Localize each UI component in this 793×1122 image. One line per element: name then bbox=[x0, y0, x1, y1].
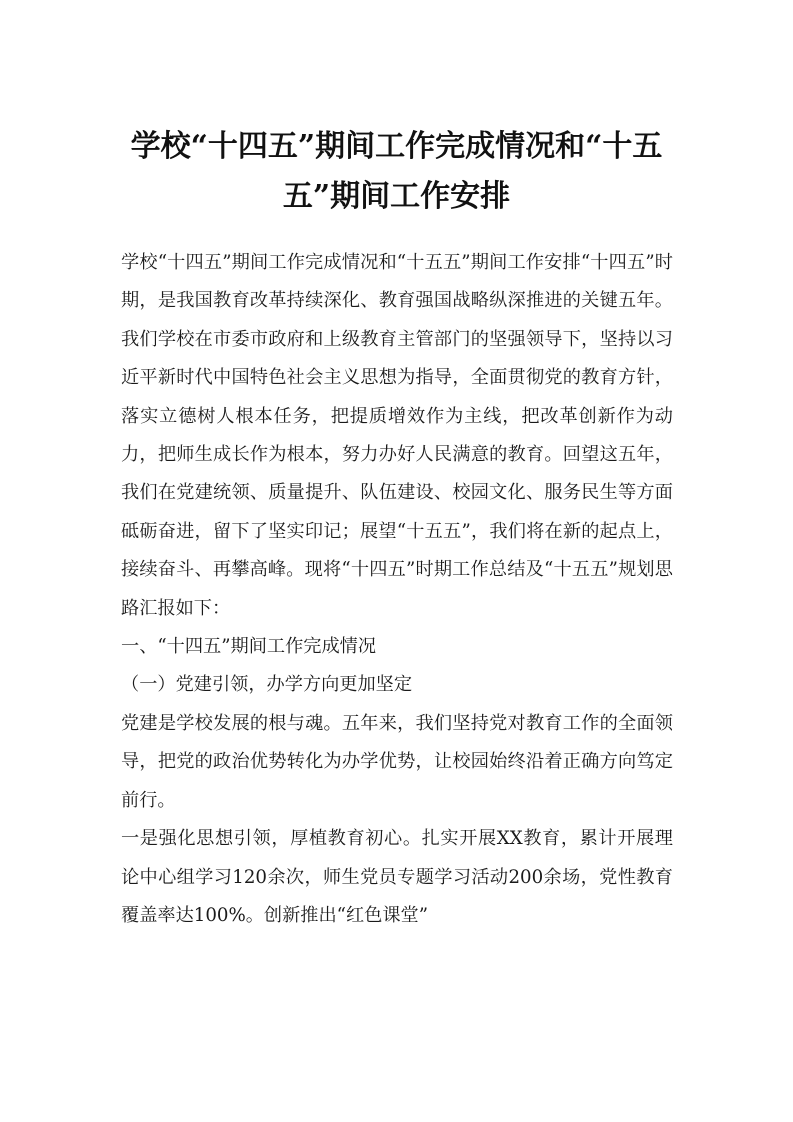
party-building-paragraph: 党建是学校发展的根与魂。五年来，我们坚持党对教育工作的全面领导，把党的政治优势转化为办学优势，让校园始终沿着正确方向笃定前行。 bbox=[121, 712, 673, 811]
first-point-paragraph: 一是强化思想引领，厚植教育初心。扎实开展XX教育，累计开展理论中心组学习120余次，师生党员专题学习活动200余场，党性教育覆盖率达100%。创新推出“红色课堂” bbox=[121, 828, 673, 926]
title-line-2: 五”期间工作安排 bbox=[282, 179, 511, 214]
document-body bbox=[121, 244, 673, 935]
subsection-heading: （一）党建引领，办学方向更加坚定 bbox=[121, 674, 413, 696]
intro-paragraph: 学校“十四五”期间工作完成情况和“十五五”期间工作安排“十四五”时期，是我国教育改革持续深化、教育强国战略纵深推进的关键五年。我们学校在市委市政府和上级教育主管部门的坚强领导下，坚持以习近平新时代中国特色社会主义思想为指导，全面贯彻党的教育方针，落实立德树人根本任务，把提质增效作为主线，把改革创新作为动力，把师生成长作为根本，努力办好人民满意的教育。回望这五年，我们在党建统领、质量提升、队伍建设、校园文化、服务民生等方面砥砺奋进，留下了坚实印记；展望“十五五”，我们将在新的起点上，接续奋斗、再攀高峰。现将“十四五”时期工作总结及“十五五”规划思路汇报如下： bbox=[121, 252, 673, 619]
document-title bbox=[110, 122, 683, 222]
title-line-1: 学校“十四五”期间工作完成情况和“十五 bbox=[130, 129, 663, 164]
section-heading: 一、“十四五”期间工作完成情况 bbox=[121, 636, 377, 658]
